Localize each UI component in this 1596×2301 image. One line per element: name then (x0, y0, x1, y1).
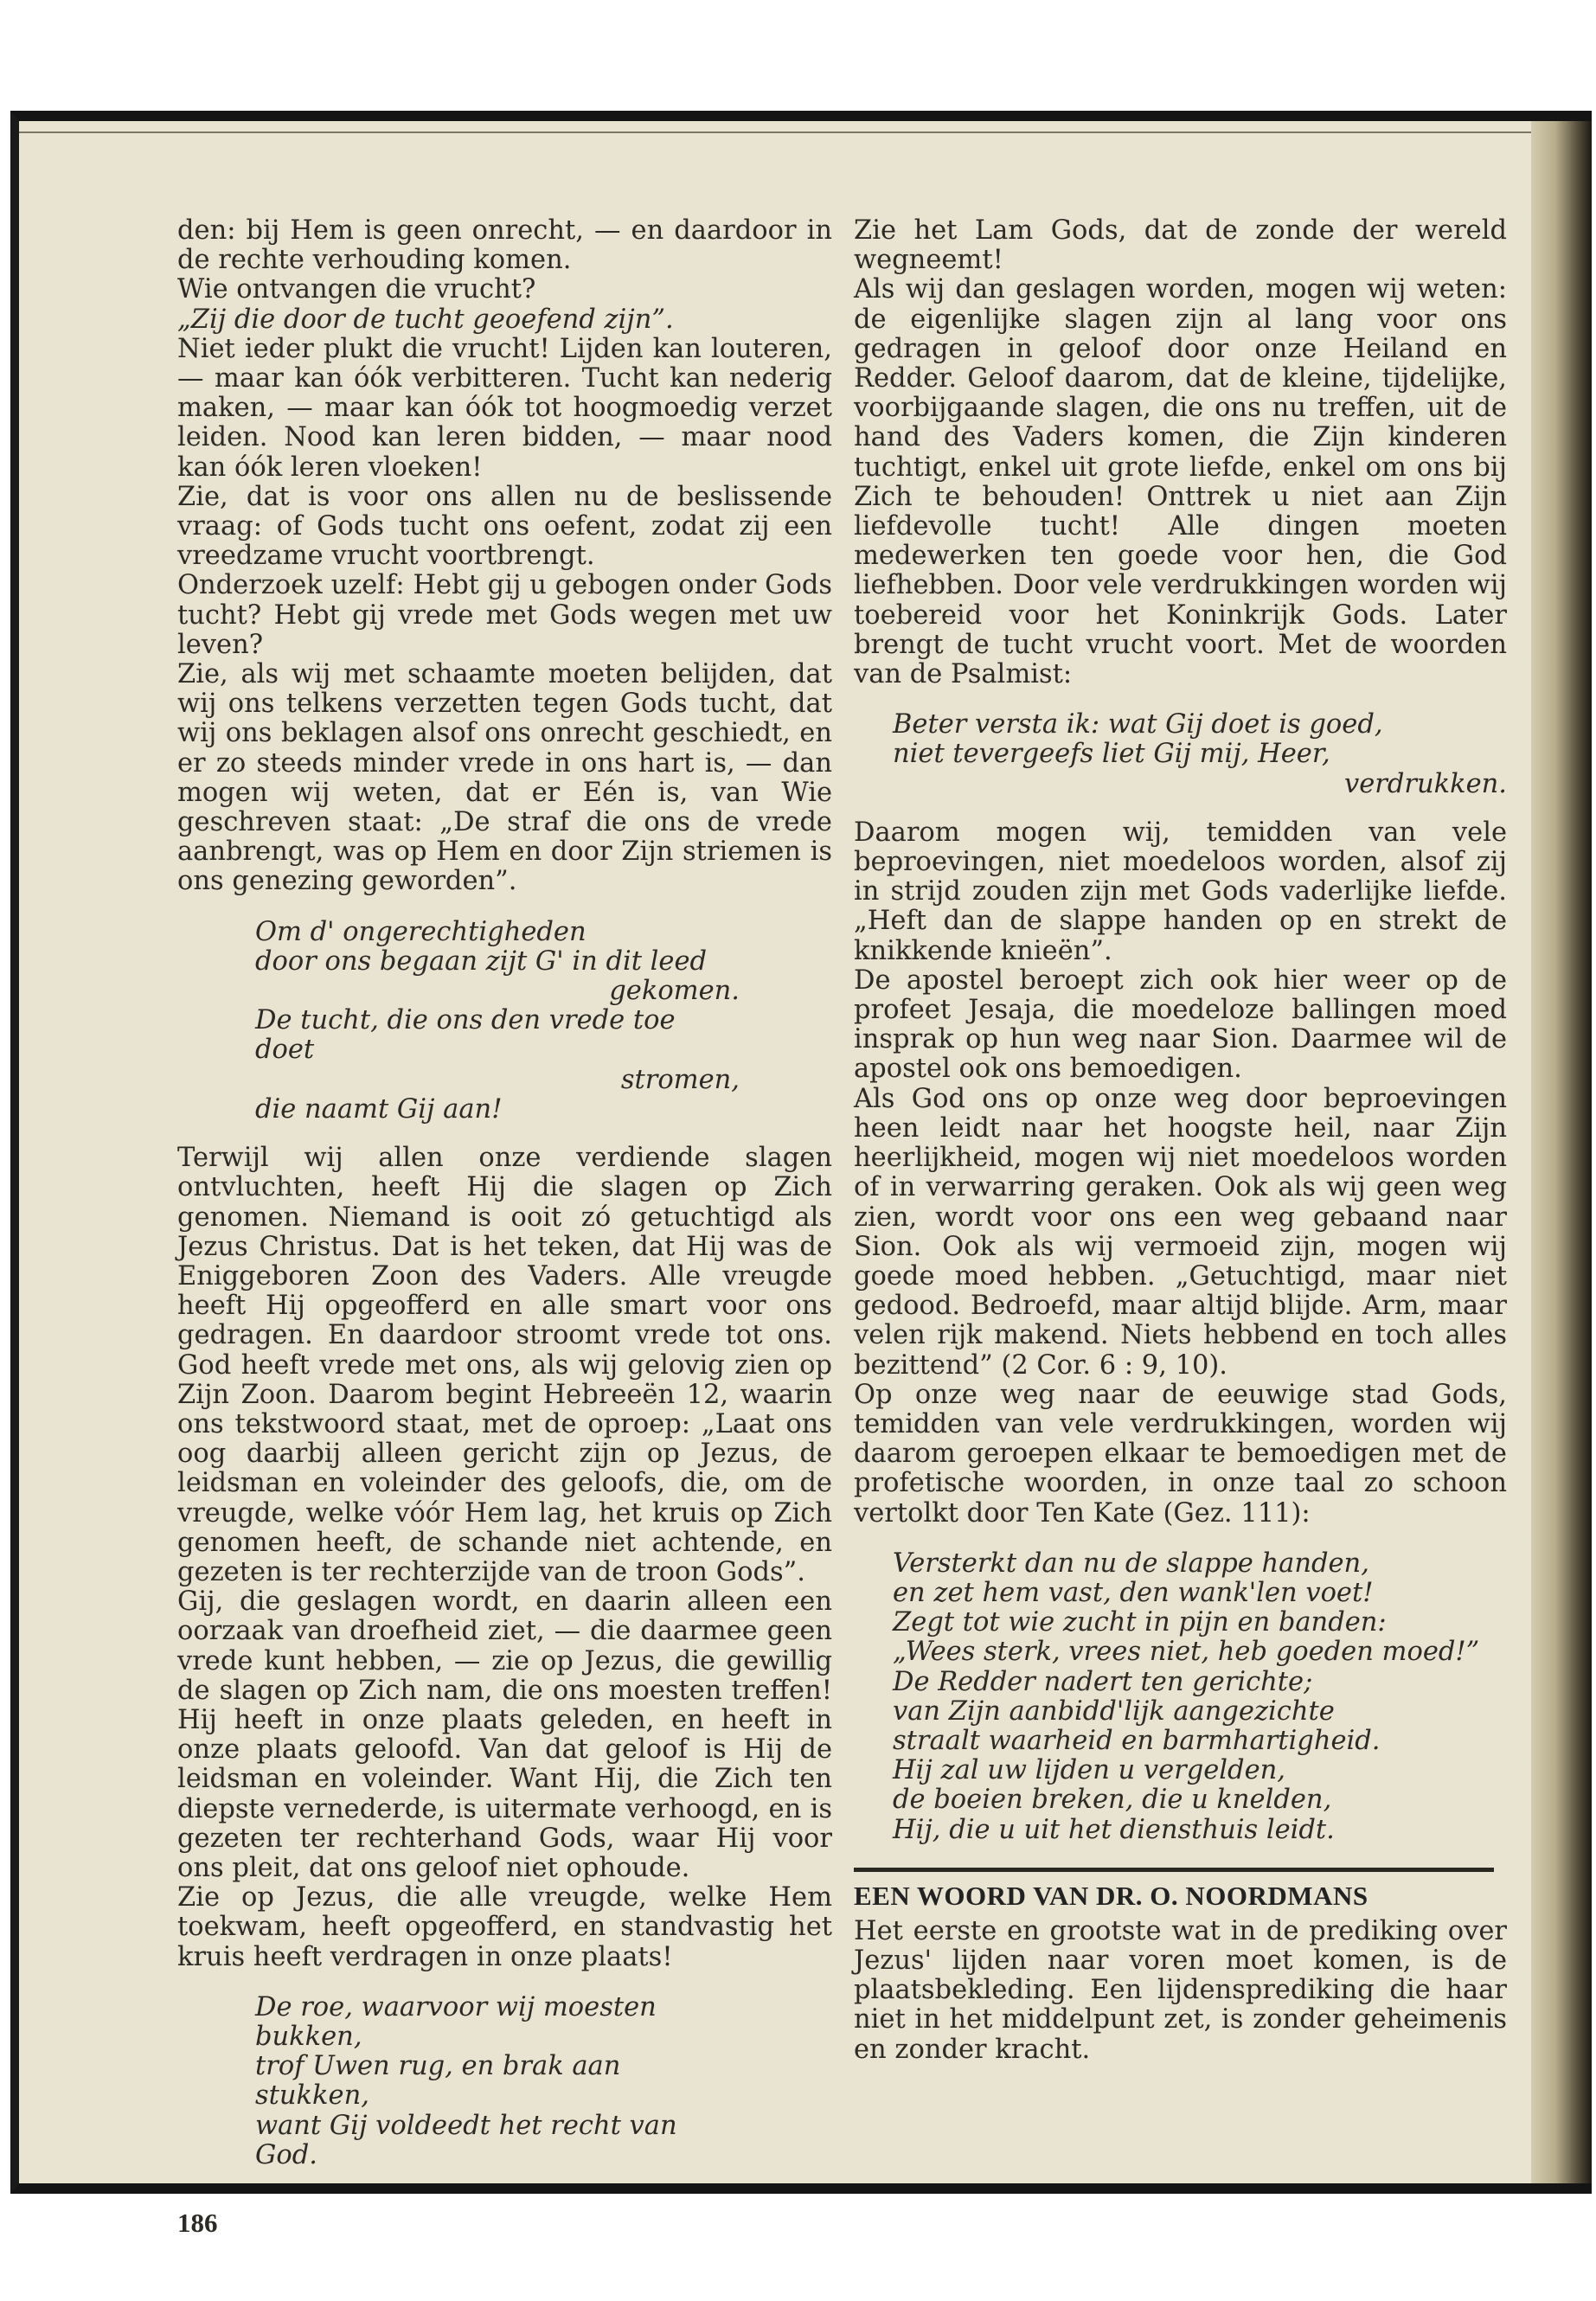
verse-line: De tucht, die ons den vrede toe doet (255, 1005, 676, 1066)
left-paragraph-6: Onderzoek uzelf: Hebt gij u gebogen onder Gods tucht? Hebt gij vrede met Gods wegen met uw leven? (177, 570, 832, 660)
left-verse-2 (177, 1993, 740, 2170)
left-paragraph-4: Niet ieder plukt die vrucht! Lijden kan louteren, — maar kan óók verbitteren. Tucht kan nederig maken, — maar kan óók tot hoogmoedig verzet leiden. Nood kan leren bidden, — maar nood kan óók leren vloeken! (177, 333, 832, 483)
left-paragraph-9: Gij, die geslagen wordt, en daarin alleen een oorzaak van droefheid ziet, — die daarmee geen vrede kunt hebben, — zie op Jezus, die gewillig de slagen op Zich nam, die ons moesten treffen! Hij heeft in onze plaats geleden, en heeft in onze plaats geloofd. Van dat geloof is Hij de leidsman en voleinder. Want Hij, die Zich ten diepste vernederde, is uitermate verhoogd, en is gezeten ter rechterhand Gods, waar Hij voor ons pleit, dat ons geloof niet ophoude. (177, 1586, 832, 1883)
verse-line: niet tevergeefs liet Gij mij, Heer, (893, 739, 1330, 770)
verse-line: De Redder nadert ten gerichte; (893, 1666, 1313, 1697)
right-paragraph-4: De apostel beroept zich ook hier weer op de profeet Jesaja, die moedeloze ballingen moed insprak op hun weg naar Sion. Daarmee wil de apostel ook ons bemoedigen. (854, 965, 1507, 1085)
left-paragraph-10: Zie op Jezus, die alle vreugde, welke Hem toekwam, heeft opgeofferd, en standvastig het kruis heeft verdragen in onze plaats! (177, 1882, 832, 1972)
verse-line: De roe, waarvoor wij moesten bukken, (255, 1991, 657, 2052)
verse-line: en zet hem vast, den wank'len voet! (893, 1577, 1374, 1608)
verse-line: van Zijn aanbidd'lijk aangezichte (893, 1695, 1335, 1727)
verse-line: gekomen. (609, 976, 740, 1007)
left-verse-1 (177, 918, 740, 1125)
right-column (854, 216, 1507, 2065)
verse-line: Hij zal uw lijden u vergelden, (893, 1755, 1285, 1786)
verse-line: Hij, die u uit het diensthuis leidt. (893, 1814, 1335, 1845)
left-paragraph-1: den: bij Hem is geen onrecht, — en daardoor in de rechte verhouding komen. (177, 215, 832, 276)
verse-line: stromen, (620, 1064, 740, 1095)
verse-line: de boeien breken, die u knelden, (893, 1785, 1332, 1816)
verse-line: Zegt tot wie zucht in pijn en banden: (893, 1607, 1387, 1638)
verse-line: die naamt Gij aan! (255, 1093, 503, 1125)
book-spine-shadow (1531, 121, 1592, 2183)
left-paragraph-3-quote: „Zij die door de tucht geoefend zijn”. (177, 304, 674, 335)
verse-line: Versterkt dan nu de slappe handen, (893, 1548, 1369, 1579)
right-paragraph-3: Daarom mogen wij, temidden van vele beproevingen, niet moedeloos worden, alsof zij in strijd zouden zijn met Gods vaderlijke liefde. „Heft dan de slappe handen op en strekt de knikkende knieën”. (854, 817, 1507, 966)
section-divider (854, 1868, 1494, 1872)
verse-line: verdrukken. (1344, 768, 1507, 799)
verse-line: „Wees sterk, vrees niet, heb goeden moed!” (893, 1637, 1480, 1668)
right-paragraph-5: Als God ons op onze weg door beproevingen heen leidt naar het hoogste heil, naar Zijn heerlijkheid, mogen wij niet moedeloos worden of in verwarring geraken. Ook als wij geen weg zien, wordt voor ons een weg gebaand naar Sion. Ook als wij vermoeid zijn, mogen wij goede moed hebben. „Getuchtigd, maar niet gedood. Bedroefd, maar altijd blijde. Arm, maar velen rijk makend. Niets hebbend en toch alles bezittend” (2 Cor. 6 : 9, 10). (854, 1083, 1507, 1381)
right-verse-2 (854, 1549, 1507, 1845)
right-paragraph-1: Zie het Lam Gods, dat de zonde der wereld wegneemt! (854, 215, 1507, 276)
section-heading: EEN WOORD VAN DR. O. NOORDMANS (854, 1880, 1368, 1911)
right-paragraph-7: Het eerste en grootste wat in de prediking over Jezus' lijden naar voren moet komen, is de plaatsbekleding. Een lijdensprediking die haar niet in het middelpunt zet, is zonder geheimenis en zonder kracht. (854, 1915, 1507, 2065)
right-paragraph-6: Op onze weg naar de eeuwige stad Gods, temidden van vele verdrukkingen, worden wij daarom geroepen elkaar te bemoedigen met de profetische woorden, in onze taal zo schoon vertolkt door Ten Kate (Gez. 111): (854, 1379, 1507, 1529)
left-paragraph-5: Zie, dat is voor ons allen nu de beslissende vraag: of Gods tucht ons oefent, zodat zij een vreedzame vrucht voortbrengt. (177, 481, 832, 572)
left-paragraph-2: Wie ontvangen die vrucht? (177, 274, 536, 305)
left-paragraph-7: Zie, als wij met schaamte moeten belijden, dat wij ons telkens verzetten tegen Gods tucht, dat wij ons beklagen alsof ons onrecht geschiedt, en er zo steeds minder vrede in ons hart is, — dan mogen wij weten, dat er Eén is, van Wie geschreven staat: „De straf die ons de vrede aanbrengt, was op Hem en door Zijn striemen is ons genezing geworden”. (177, 659, 832, 897)
top-border-line (19, 131, 1542, 133)
left-column (177, 216, 832, 2189)
page-number: 186 (177, 2208, 218, 2238)
verse-line: Beter versta ik: wat Gij doet is goed, (893, 709, 1383, 740)
left-paragraph-8: Terwijl wij allen onze verdiende slagen ontvluchten, heeft Hij die slagen op Zich genomen. Niemand is ooit zó getuchtigd als Jezus Christus. Dat is het teken, dat Hij was de Eniggeboren Zoon des Vaders. Alle vreugde heeft Hij opgeofferd en alle smart voor ons gedragen. En daardoor stroomt vrede tot ons. God heeft vrede met ons, als wij gelovig zien op Zijn Zoon. Daarom begint Hebreeën 12, waarin ons tekstwoord staat, met de oproep: „Laat ons oog daarbij alleen gericht zijn op Jezus, de leidsman en voleinder des geloofs, die, om de vreugde, welke vóór Hem lag, het kruis op Zich genomen heeft, de schande niet achtende, en gezeten is ter rechterzijde van de troon Gods”. (177, 1143, 832, 1587)
right-verse-1 (854, 710, 1507, 799)
verse-line: trof Uwen rug, en brak aan stukken, (255, 2051, 621, 2112)
verse-line: door ons begaan zijt G' in dit leed (255, 945, 708, 977)
right-paragraph-2: Als wij dan geslagen worden, mogen wij weten: de eigenlijke slagen zijn al lang voor ons gedragen in geloof door onze Heiland en Redder. Geloof daarom, dat de kleine, tijdelijke, voorbijgaande slagen, die ons nu treffen, uit de hand des Vaders komen, die Zijn kinderen tuchtigt, enkel uit grote liefde, enkel om ons bij Zich te behouden! Onttrek u niet aan Zijn liefdevolle tucht! Alle dingen moeten medewerken ten goede voor hen, die God liefhebben. Door vele verdrukkingen worden wij toebereid voor het Koninkrijk Gods. Later brengt de tucht vrucht voort. Met de woorden van de Psalmist: (854, 274, 1507, 690)
verse-line: straalt waarheid en barmhartigheid. (893, 1725, 1381, 1756)
verse-line: Om d' ongerechtigheden (255, 916, 586, 947)
verse-line: want Gij voldeedt het recht van God. (255, 2110, 677, 2170)
scanned-page (10, 111, 1592, 2238)
